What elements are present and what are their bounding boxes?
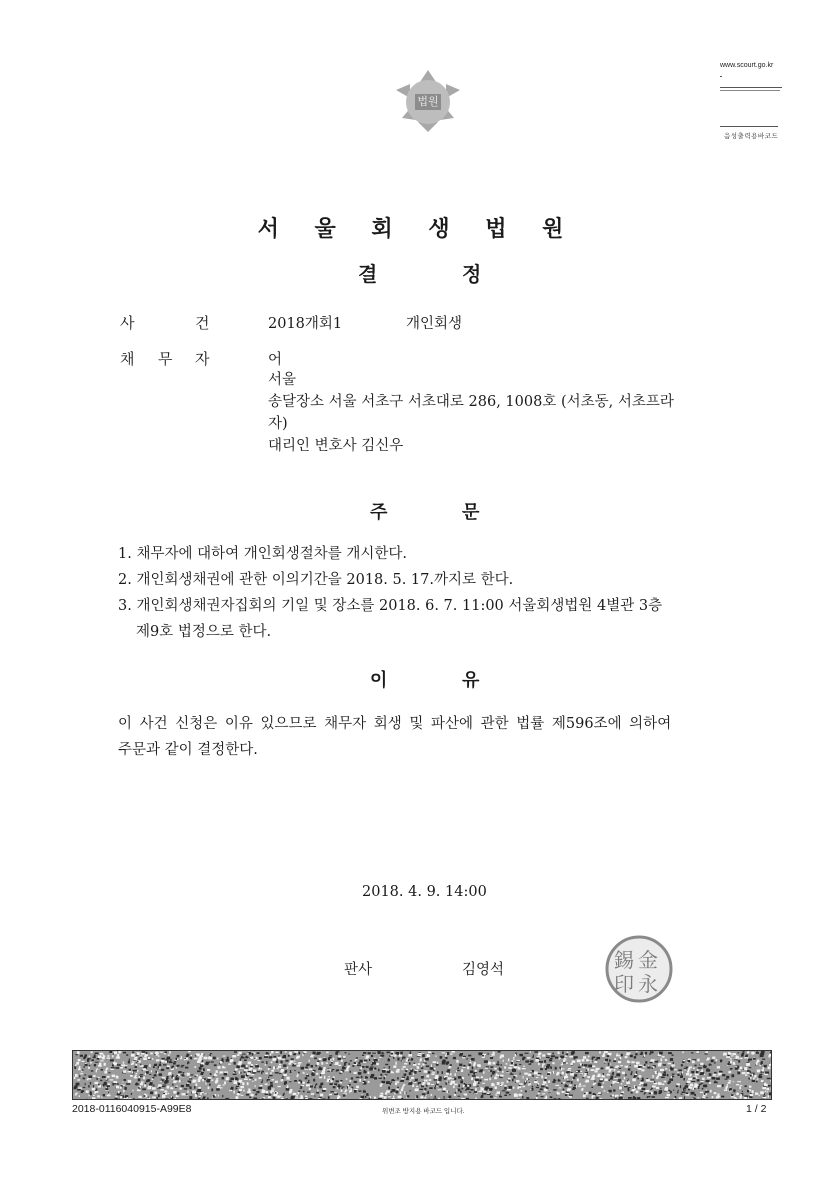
debtor-label-char: 자 [195, 350, 210, 368]
court-url: www.scourt.go.kr [720, 62, 774, 69]
seal-char: 永 [638, 972, 658, 996]
case-type: 개인회생 [406, 316, 463, 332]
debtor-agent: 대리인 변호사 김신우 [268, 438, 404, 454]
order-item: 1. 채무자에 대하여 개인회생절차를 개시한다. [118, 546, 408, 562]
judge-title: 판사 [344, 962, 373, 978]
reason-title-char: 유 [462, 670, 480, 691]
order-title-char: 문 [462, 502, 480, 523]
reason-text: 이 사건 신청은 이유 있으므로 채무자 회생 및 파산에 관한 법률 제596조에 의하여 [118, 716, 672, 732]
reason-text-cont: 주문과 같이 결정한다. [118, 742, 258, 758]
debtor-label-char: 무 [158, 350, 173, 368]
seal-char: 金 [638, 948, 658, 972]
service-address: 송달장소 서울 서초구 서초대로 286, 1008호 (서초동, 서초프라 [268, 394, 674, 410]
anti-forgery-notice: 위변조 방지용 바코드 입니다. [382, 1108, 465, 1115]
order-item-cont: 제9호 법정으로 한다. [136, 624, 272, 640]
security-barcode [72, 1050, 772, 1100]
document-id: 2018-0116040915-A99E8 [72, 1103, 192, 1115]
debtor-label-char: 채 [120, 350, 135, 368]
doc-type-part1: 결 [358, 262, 378, 286]
order-item: 3. 개인회생채권자집회의 기일 및 장소를 2018. 6. 7. 11:00 서울회생법원 4별관 3층 [118, 598, 663, 614]
debtor-address: 서울 [268, 372, 297, 388]
judge-seal [604, 934, 674, 1004]
seal-char: 錫 [614, 948, 634, 972]
page-number: 1 / 2 [746, 1103, 767, 1115]
debtor-name: 어 [268, 352, 283, 368]
case-number: 2018개회1 [268, 316, 343, 332]
doc-type-part2: 정 [462, 262, 482, 286]
judge-name: 김영석 [462, 962, 505, 978]
micro-line [720, 87, 782, 88]
court-title: 서 울 회 생 법 원 [257, 217, 578, 242]
barcode-label: 음성출력용바코드 [724, 133, 779, 140]
micro-line [720, 126, 778, 127]
case-label-char: 사 [120, 314, 135, 332]
court-emblem [388, 68, 468, 134]
case-label-char: 건 [195, 314, 210, 332]
order-item: 2. 개인회생채권에 관한 이의기간을 2018. 5. 17.까지로 한다. [118, 572, 514, 588]
decision-date: 2018. 4. 9. 14:00 [362, 884, 487, 900]
seal-char: 印 [614, 972, 634, 996]
service-address-cont: 자) [268, 416, 288, 432]
emblem-text: 법원 [417, 95, 439, 108]
micro-line [720, 90, 780, 91]
order-title-char: 주 [370, 502, 388, 523]
micro-line [720, 76, 722, 77]
reason-title-char: 이 [370, 670, 388, 691]
